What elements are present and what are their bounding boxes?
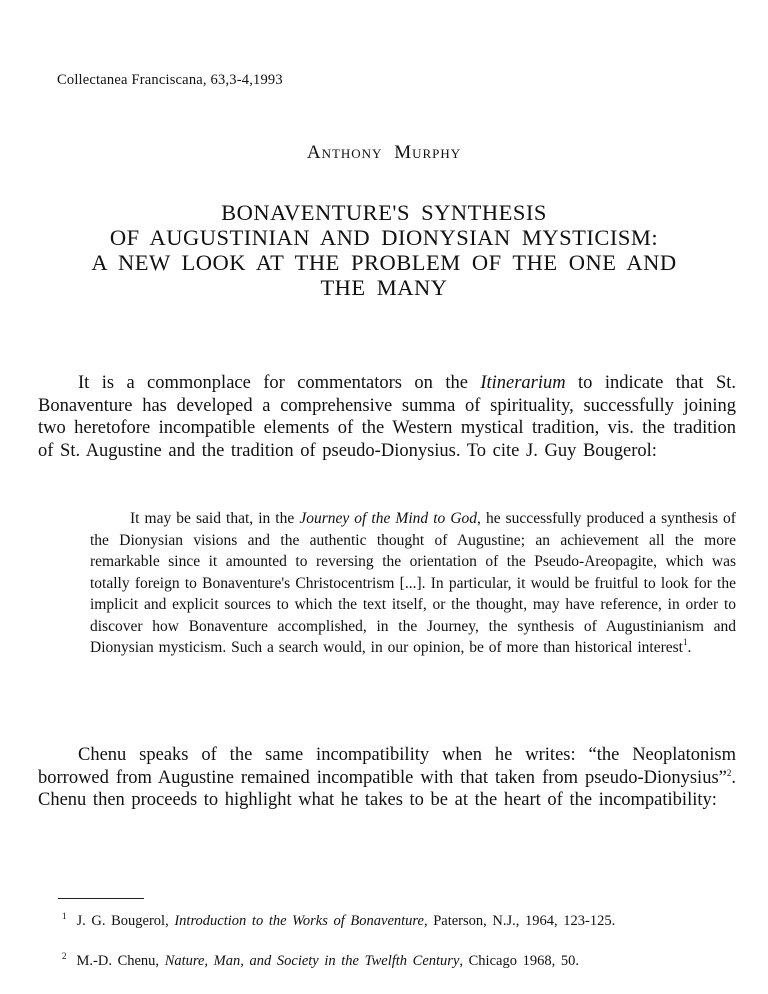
footnote-divider: [58, 898, 144, 899]
author-name: Anthony Murphy: [306, 142, 462, 163]
body-paragraph: [38, 372, 736, 462]
paragraph-text: to indicate that St. Bonaventure has developed a comprehensive summa of spirituality, successfully joining two heretofore incompatible elements of the Western mystical tradition, vis. the tradition of St. Augustine and the tradition of pseudo-Dionysius. To cite J. Guy Bougerol:: [38, 373, 736, 461]
footnote: [58, 906, 736, 931]
title-line: BONAVENTURE'S SYNTHESIS: [221, 200, 547, 225]
quote-text: It may be said that, in the: [130, 510, 300, 527]
footnote-text: J. G. Bougerol,: [76, 913, 175, 929]
quote-text: .: [687, 639, 692, 656]
work-title: Introduction to the Works of Bonaventure: [174, 913, 424, 929]
paragraph-text: It is a commonplace for commentators on the: [78, 373, 481, 393]
title-line: OF AUGUSTINIAN AND DIONYSIAN MYSTICISM:: [109, 225, 659, 250]
journal-citation: Collectanea Franciscana, 63,3-4,1993: [57, 72, 283, 88]
footnote-mark: 2: [62, 951, 67, 961]
footnote-reference[interactable]: 1: [683, 637, 688, 647]
work-title: Journey of the Mind to God: [299, 510, 478, 527]
footnote-text: , Chicago 1968, 50.: [459, 953, 579, 969]
paragraph-text: . Chenu then proceeds to highlight what he takes to be at the heart of the incompatibility:: [38, 767, 736, 810]
block-quote: [90, 508, 736, 659]
body-paragraph: [38, 744, 736, 812]
footnote-reference[interactable]: 2: [726, 767, 732, 778]
work-title: Nature, Man, and Society in the Twelfth Century: [164, 953, 460, 969]
footnote-text: M.-D. Chenu,: [76, 953, 165, 969]
quote-text: , he successfully produced a synthesis of the Dionysian visions and the authentic thought of Augustine; an achievement all the more remarkable since it amounted to reversing the orientation of the Pseudo-Areopagite, which was totally foreign to Bonaventure's Christocentrism [...]. In particular, it would be fruitful to look for the implicit and explicit sources to which the text itself, or the thought, may have reference, in order to discover how Bonaventure accomplished, in the Journey, the synthesis of Augustinianism and Dionysian mysticism. Such a search would, in our opinion, be of more than historical interest: [90, 510, 736, 656]
title-line: THE MANY: [320, 275, 448, 300]
article-title: [30, 200, 738, 300]
work-title: Itinerarium: [480, 373, 566, 393]
title-line: A NEW LOOK AT THE PROBLEM OF THE ONE AND: [91, 250, 677, 275]
footnote: [58, 946, 736, 971]
paragraph-text: Chenu speaks of the same incompatibility when he writes: “the Neoplatonism borrowed from Augustine remained incompatible with that taken from pseudo-Dionysius”: [38, 745, 736, 788]
footnote-mark: 1: [62, 911, 67, 921]
footnote-text: , Paterson, N.J., 1964, 123-125.: [423, 913, 616, 929]
